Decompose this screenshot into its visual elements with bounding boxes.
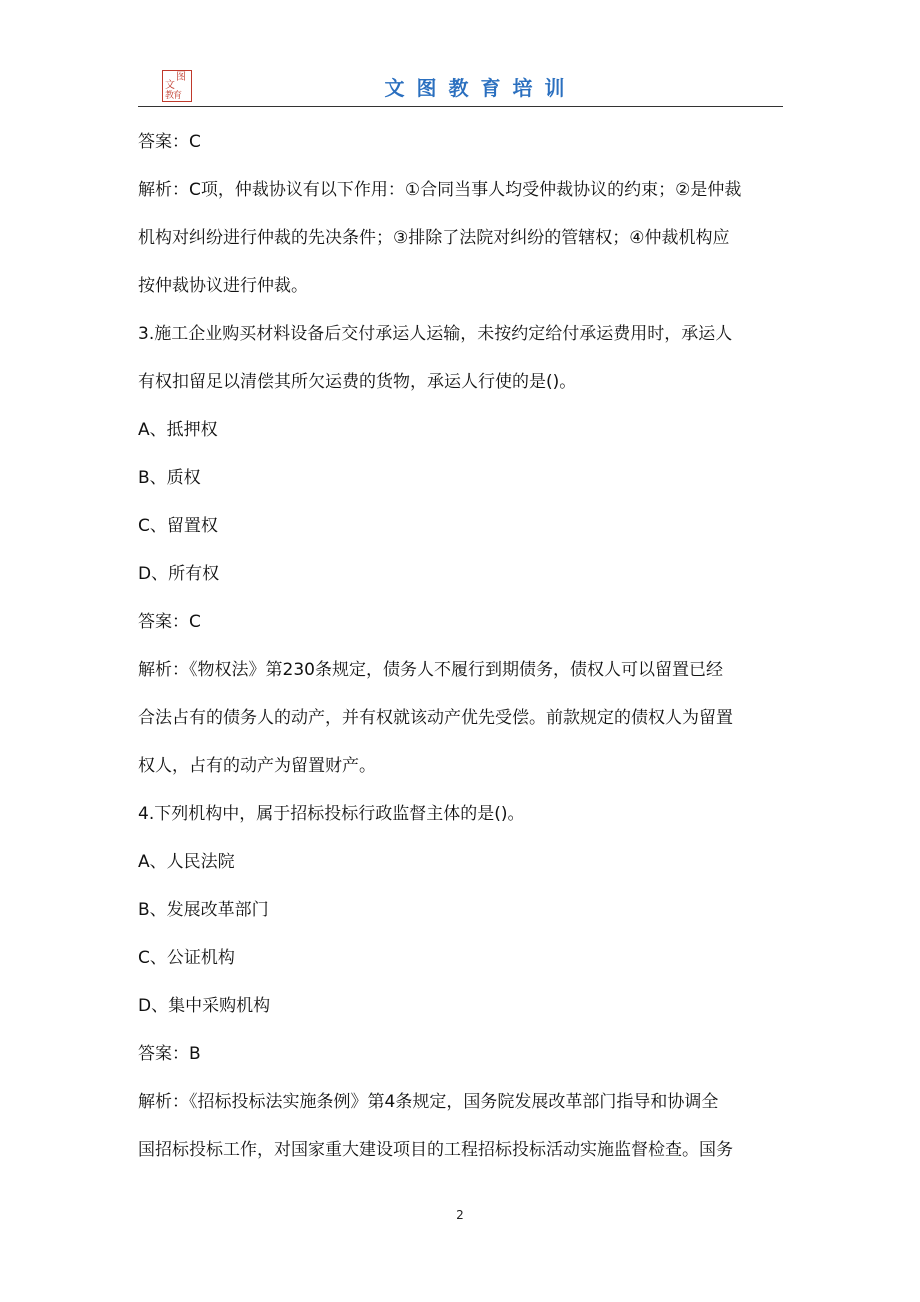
- header-title: 文图教育培训: [384, 76, 577, 100]
- option-line: D、集中采购机构: [138, 996, 271, 1016]
- explanation-line: 机构对纠纷进行仲裁的先决条件；③排除了法院对纠纷的管辖权；④仲裁机构应: [138, 228, 730, 248]
- explanation-line: 国招标投标工作，对国家重大建设项目的工程招标投标活动实施监督检查。国务: [138, 1140, 733, 1160]
- answer-line: 答案：B: [138, 1044, 201, 1064]
- option-line: D、所有权: [138, 564, 220, 584]
- question-line: 有权扣留足以清偿其所欠运费的货物，承运人行使的是()。: [138, 372, 577, 392]
- explanation-line: 权人，占有的动产为留置财产。: [138, 756, 376, 776]
- answer-line: 答案：C: [138, 612, 201, 632]
- page-number: 2: [456, 1208, 464, 1222]
- option-line: A、抵押权: [138, 420, 218, 440]
- explanation-line: 解析：《招标投标法实施条例》第4条规定，国务院发展改革部门指导和协调全: [138, 1092, 719, 1112]
- logo-char: 图: [176, 72, 186, 83]
- page-header: [138, 66, 783, 106]
- option-line: B、质权: [138, 468, 201, 488]
- explanation-line: 解析：C项，仲裁协议有以下作用：①合同当事人均受仲裁协议的约束；②是仲裁: [138, 180, 742, 200]
- answer-line: 答案：C: [138, 132, 201, 152]
- explanation-line: 合法占有的债务人的动产，并有权就该动产优先受偿。前款规定的债权人为留置: [138, 708, 733, 728]
- question-line: 3.施工企业购买材料设备后交付承运人运输，未按约定给付承运费用时，承运人: [138, 324, 733, 344]
- explanation-line: 按仲裁协议进行仲裁。: [138, 276, 308, 296]
- option-line: C、公证机构: [138, 948, 235, 968]
- logo-char: 文: [165, 80, 175, 91]
- logo-char: 教育: [165, 91, 182, 101]
- document-body: [138, 118, 786, 1174]
- option-line: C、留置权: [138, 516, 218, 536]
- explanation-line: 解析：《物权法》第230条规定，债务人不履行到期债务，债权人可以留置已经: [138, 660, 723, 680]
- header-divider: [138, 106, 783, 107]
- question-line: 4.下列机构中，属于招标投标行政监督主体的是()。: [138, 804, 525, 824]
- option-line: B、发展改革部门: [138, 900, 269, 920]
- option-line: A、人民法院: [138, 852, 235, 872]
